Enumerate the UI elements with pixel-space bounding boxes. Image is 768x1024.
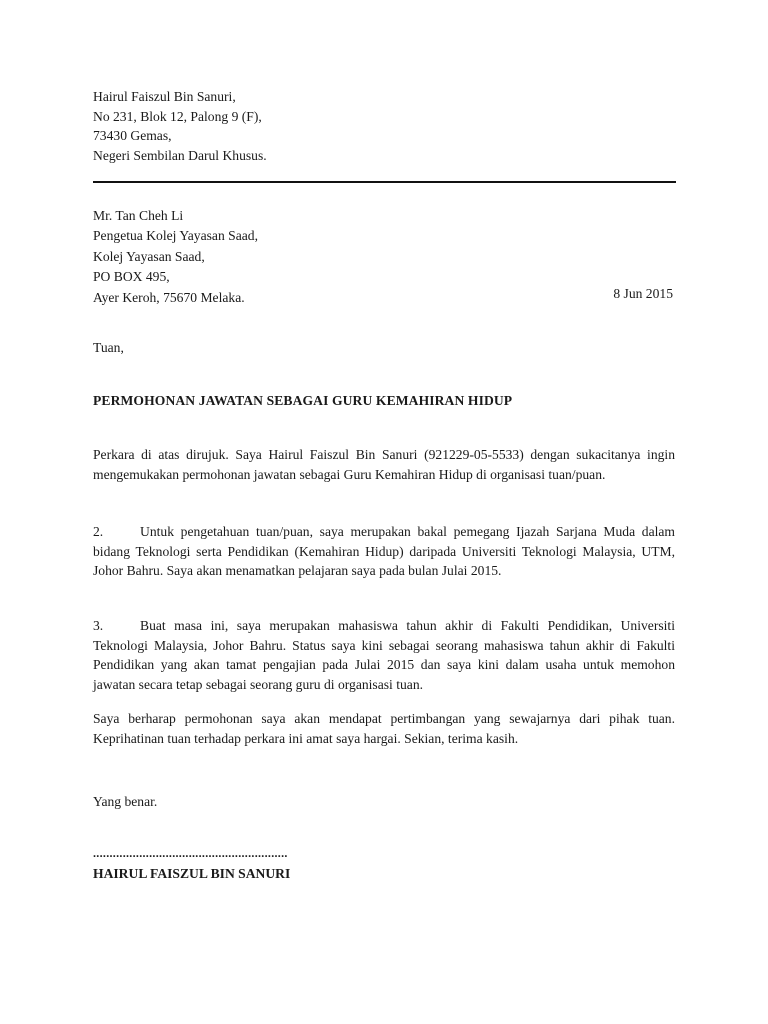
header-divider [93, 181, 676, 183]
signatory-name: HAIRUL FAISZUL BIN SANURI [93, 866, 291, 881]
recipient-po-box: PO BOX 495, [93, 269, 170, 285]
recipient-title: Pengetua Kolej Yayasan Saad, [93, 228, 258, 244]
paragraph-number: 3. [93, 618, 104, 633]
sender-address [93, 87, 267, 165]
sender-address-line: No 231, Blok 12, Palong 9 (F), [93, 108, 262, 124]
paragraph-2 [93, 522, 675, 581]
recipient-address [93, 206, 258, 308]
recipient-city: Ayer Keroh, 75670 Melaka. [93, 289, 245, 305]
letter-date: 8 Jun 2015 [613, 286, 673, 301]
paragraph-3 [93, 616, 675, 694]
sender-postcode-city: 73430 Gemas, [93, 128, 172, 143]
paragraph-text: Buat masa ini, saya merupakan mahasiswa tahun akhir di Fakulti Pendidikan, Universiti Teknologi Malaysia, Johor Bahru. Status saya kini sebagai seorang mahasiswa tahun akhir di Fakulti Pendidikan yang akan tamat pengajian pada Julai 2015 dan saya kini dalam usaha untuk memohon jawatan secara tetap sebagai seorang guru di organisasi tuan. [93, 618, 675, 692]
paragraph-4: Saya berharap permohonan saya akan mendapat pertimbangan yang sewajarnya dari pihak tuan. Keprihatinan tuan terhadap perkara ini amat saya hargai. Sekian, terima kasih. [93, 711, 675, 746]
closing-phrase: Yang benar. [93, 794, 158, 809]
recipient-organization: Kolej Yayasan Saad, [93, 248, 205, 264]
paragraph-text: Untuk pengetahuan tuan/puan, saya merupakan bakal pemegang Ijazah Sarjana Muda dalam bidang Teknologi serta Pendidikan (Kemahiran Hidup) daripada Universiti Teknologi Malaysia, UTM, Johor Bahru. Saya akan menamatkan pelajaran saya pada bulan Julai 2015. [93, 524, 675, 578]
sender-name: Hairul Faiszul Bin Sanuri, [93, 89, 236, 104]
letter-subject: PERMOHONAN JAWATAN SEBAGAI GURU KEMAHIRAN HIDUP [93, 393, 513, 408]
paragraph-1: Perkara di atas dirujuk. Saya Hairul Faiszul Bin Sanuri (921229-05-5533) dengan sukacitanya ingin mengemukakan permohonan jawatan sebagai Guru Kemahiran Hidup di organisasi tuan/puan. [93, 447, 675, 482]
salutation: Tuan, [93, 340, 124, 355]
recipient-name: Mr. Tan Cheh Li [93, 208, 184, 223]
paragraph-number: 2. [93, 524, 104, 539]
signature-line: ........................................................... [93, 846, 288, 860]
sender-state: Negeri Sembilan Darul Khusus. [93, 147, 267, 163]
